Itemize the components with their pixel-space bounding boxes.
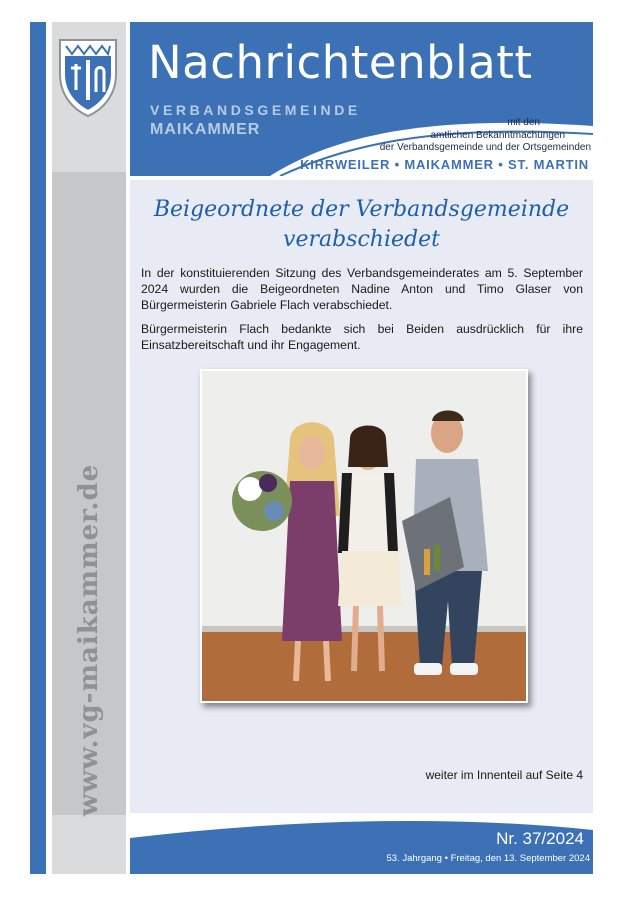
masthead-amtlich-line2: der Verbandsgemeinde und der Ortsgemeinden (379, 142, 591, 153)
article-photo (200, 369, 528, 703)
masthead-title: Nachrichtenblatt (148, 36, 533, 89)
masthead-gemeinden: KIRRWEILER • MAIKAMMER • ST. MARTIN (300, 157, 589, 172)
continued-note: weiter im Innenteil auf Seite 4 (425, 768, 583, 782)
coat-of-arms-icon (52, 34, 124, 120)
masthead-amtlich-line1: amtlichen Bekanntmachungen (430, 130, 565, 141)
article-headline (130, 195, 593, 255)
left-grey-band-bottom (52, 815, 126, 874)
article-headline-line1: Beigeordnete der Verbandsgemeinde (153, 197, 570, 222)
masthead-mit-den: mit den (507, 117, 540, 128)
sidebar-url-text: www.vg-maikammer.de (74, 463, 104, 817)
issue-date: 53. Jahrgang • Freitag, den 13. September 2024 (386, 853, 590, 864)
masthead-vg-label: VERBANDSGEMEINDE (150, 102, 361, 118)
masthead-vg-name: MAIKAMMER (150, 121, 261, 138)
article-paragraph-2: Bürgermeisterin Flach bedankte sich bei Beiden ausdrücklich für ihre Einsatzbereitschaft und ihr Engagement. (141, 322, 583, 352)
article-headline-line2: verabschiedet (283, 227, 440, 252)
article-paragraph-1: In der konstituierenden Sitzung des Verbandsgemeinderates am 5. September 2024 wurden die Beigeordneten Nadine Anton und Timo Glaser von Bürgermeisterin Gabriele Flach verabschiedet. (141, 266, 583, 312)
left-blue-strip (30, 22, 46, 874)
issue-number: Nr. 37/2024 (496, 829, 584, 848)
